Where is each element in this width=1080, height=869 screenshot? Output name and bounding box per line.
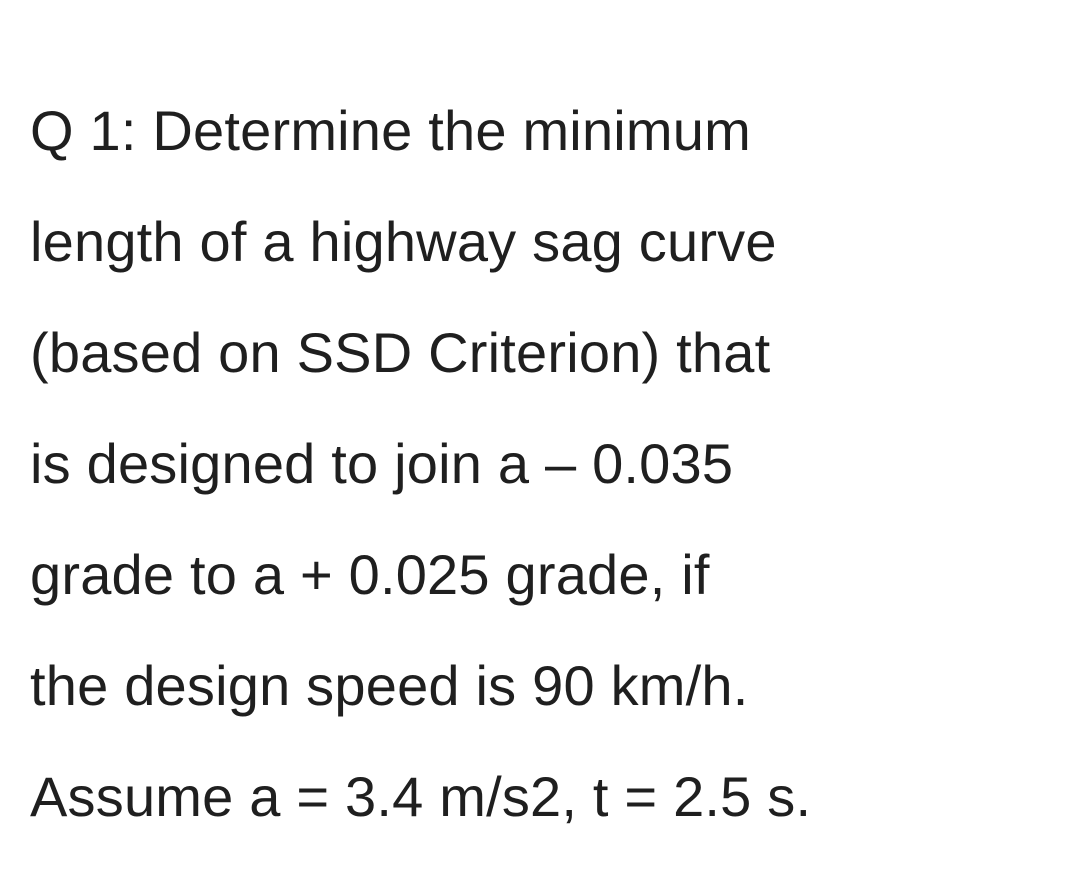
question-line-4: is designed to join a – 0.035 — [30, 432, 734, 495]
question-line-6: the design speed is 90 km/h. — [30, 654, 749, 717]
question-line-7: Assume a = 3.4 m/s2, t = 2.5 s. — [30, 765, 812, 828]
question-text-block — [30, 75, 1070, 852]
question-line-2: length of a highway sag curve — [30, 210, 777, 273]
question-line-3: (based on SSD Criterion) that — [30, 321, 771, 384]
question-line-1: Q 1: Determine the minimum — [30, 99, 751, 162]
question-line-5: grade to a + 0.025 grade, if — [30, 543, 710, 606]
